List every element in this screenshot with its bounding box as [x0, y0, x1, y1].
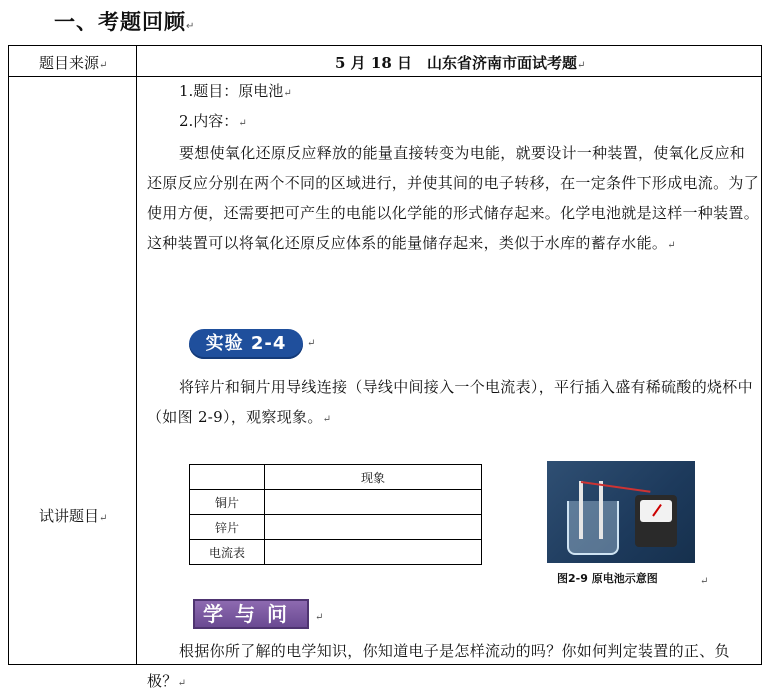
study-question-badge: 学与问: [193, 599, 309, 629]
galvanic-cell-photo: [547, 461, 695, 563]
electrode-illustration: [579, 481, 583, 539]
row-label-ammeter: 电流表: [190, 540, 265, 565]
table-row: [190, 515, 482, 540]
paragraph-mark: ↵: [315, 612, 324, 623]
beaker-illustration: [567, 501, 619, 555]
column-divider: [136, 46, 137, 664]
table-row: [190, 465, 482, 490]
exam-table: [8, 45, 762, 690]
electrode-illustration: [599, 481, 603, 539]
paragraph-mark: ↵: [700, 576, 709, 587]
row-label-copper: 铜片: [190, 490, 265, 515]
paragraph-mark: ↵: [307, 338, 316, 349]
table-row: [190, 490, 482, 515]
ammeter-illustration: [635, 495, 677, 547]
table-cell: [265, 490, 482, 515]
intro-paragraph: 要想使氧化还原反应释放的能量直接转变为电能，就要设计一种装置，使氧化反应和还原反应分别在两个不同的区域进行，并使其间的电子转移，在一定条件下形成电流。为了使用方便，还需要把可产生的电能以化学能的形式储存起来。化学电池就是这样一种装置。这种装置可以将氧化还原反应体系的能量储存起来，类似于水库的蓄存水能。↵: [147, 144, 760, 252]
table-row: [190, 540, 482, 565]
paragraph-mark: ↵: [186, 21, 196, 32]
table-header-empty: [190, 465, 265, 490]
observation-table: [189, 464, 482, 565]
section-heading: 一、考题回顾↵: [54, 10, 196, 34]
source-label: 题目来源↵: [39, 54, 108, 72]
table-header-phenomenon: 现象: [265, 465, 482, 490]
table-cell: [265, 515, 482, 540]
topic-label: 试讲题目↵: [39, 507, 108, 525]
source-value: 5 月 18 日 山东省济南市面试考题↵: [335, 54, 586, 72]
experiment-badge: 实验 2-4: [189, 329, 303, 359]
question-paragraph: 根据你所了解的电学知识，你知道电子是怎样流动的吗？你如何判定装置的正、负极？↵: [147, 642, 730, 690]
item-title: 1.题目：原电池↵: [179, 82, 292, 100]
figure-caption: 图2-9 原电池示意图: [557, 572, 658, 585]
row-label-zinc: 锌片: [190, 515, 265, 540]
item-content-label: 2.内容：↵: [179, 112, 247, 130]
table-cell: [265, 540, 482, 565]
wire-illustration: [581, 481, 651, 493]
row-divider: [9, 76, 761, 77]
experiment-paragraph: 将锌片和铜片用导线连接（导线中间接入一个电流表），平行插入盛有稀硫酸的烧杯中（如图 2-9），观察现象。↵: [147, 378, 753, 426]
